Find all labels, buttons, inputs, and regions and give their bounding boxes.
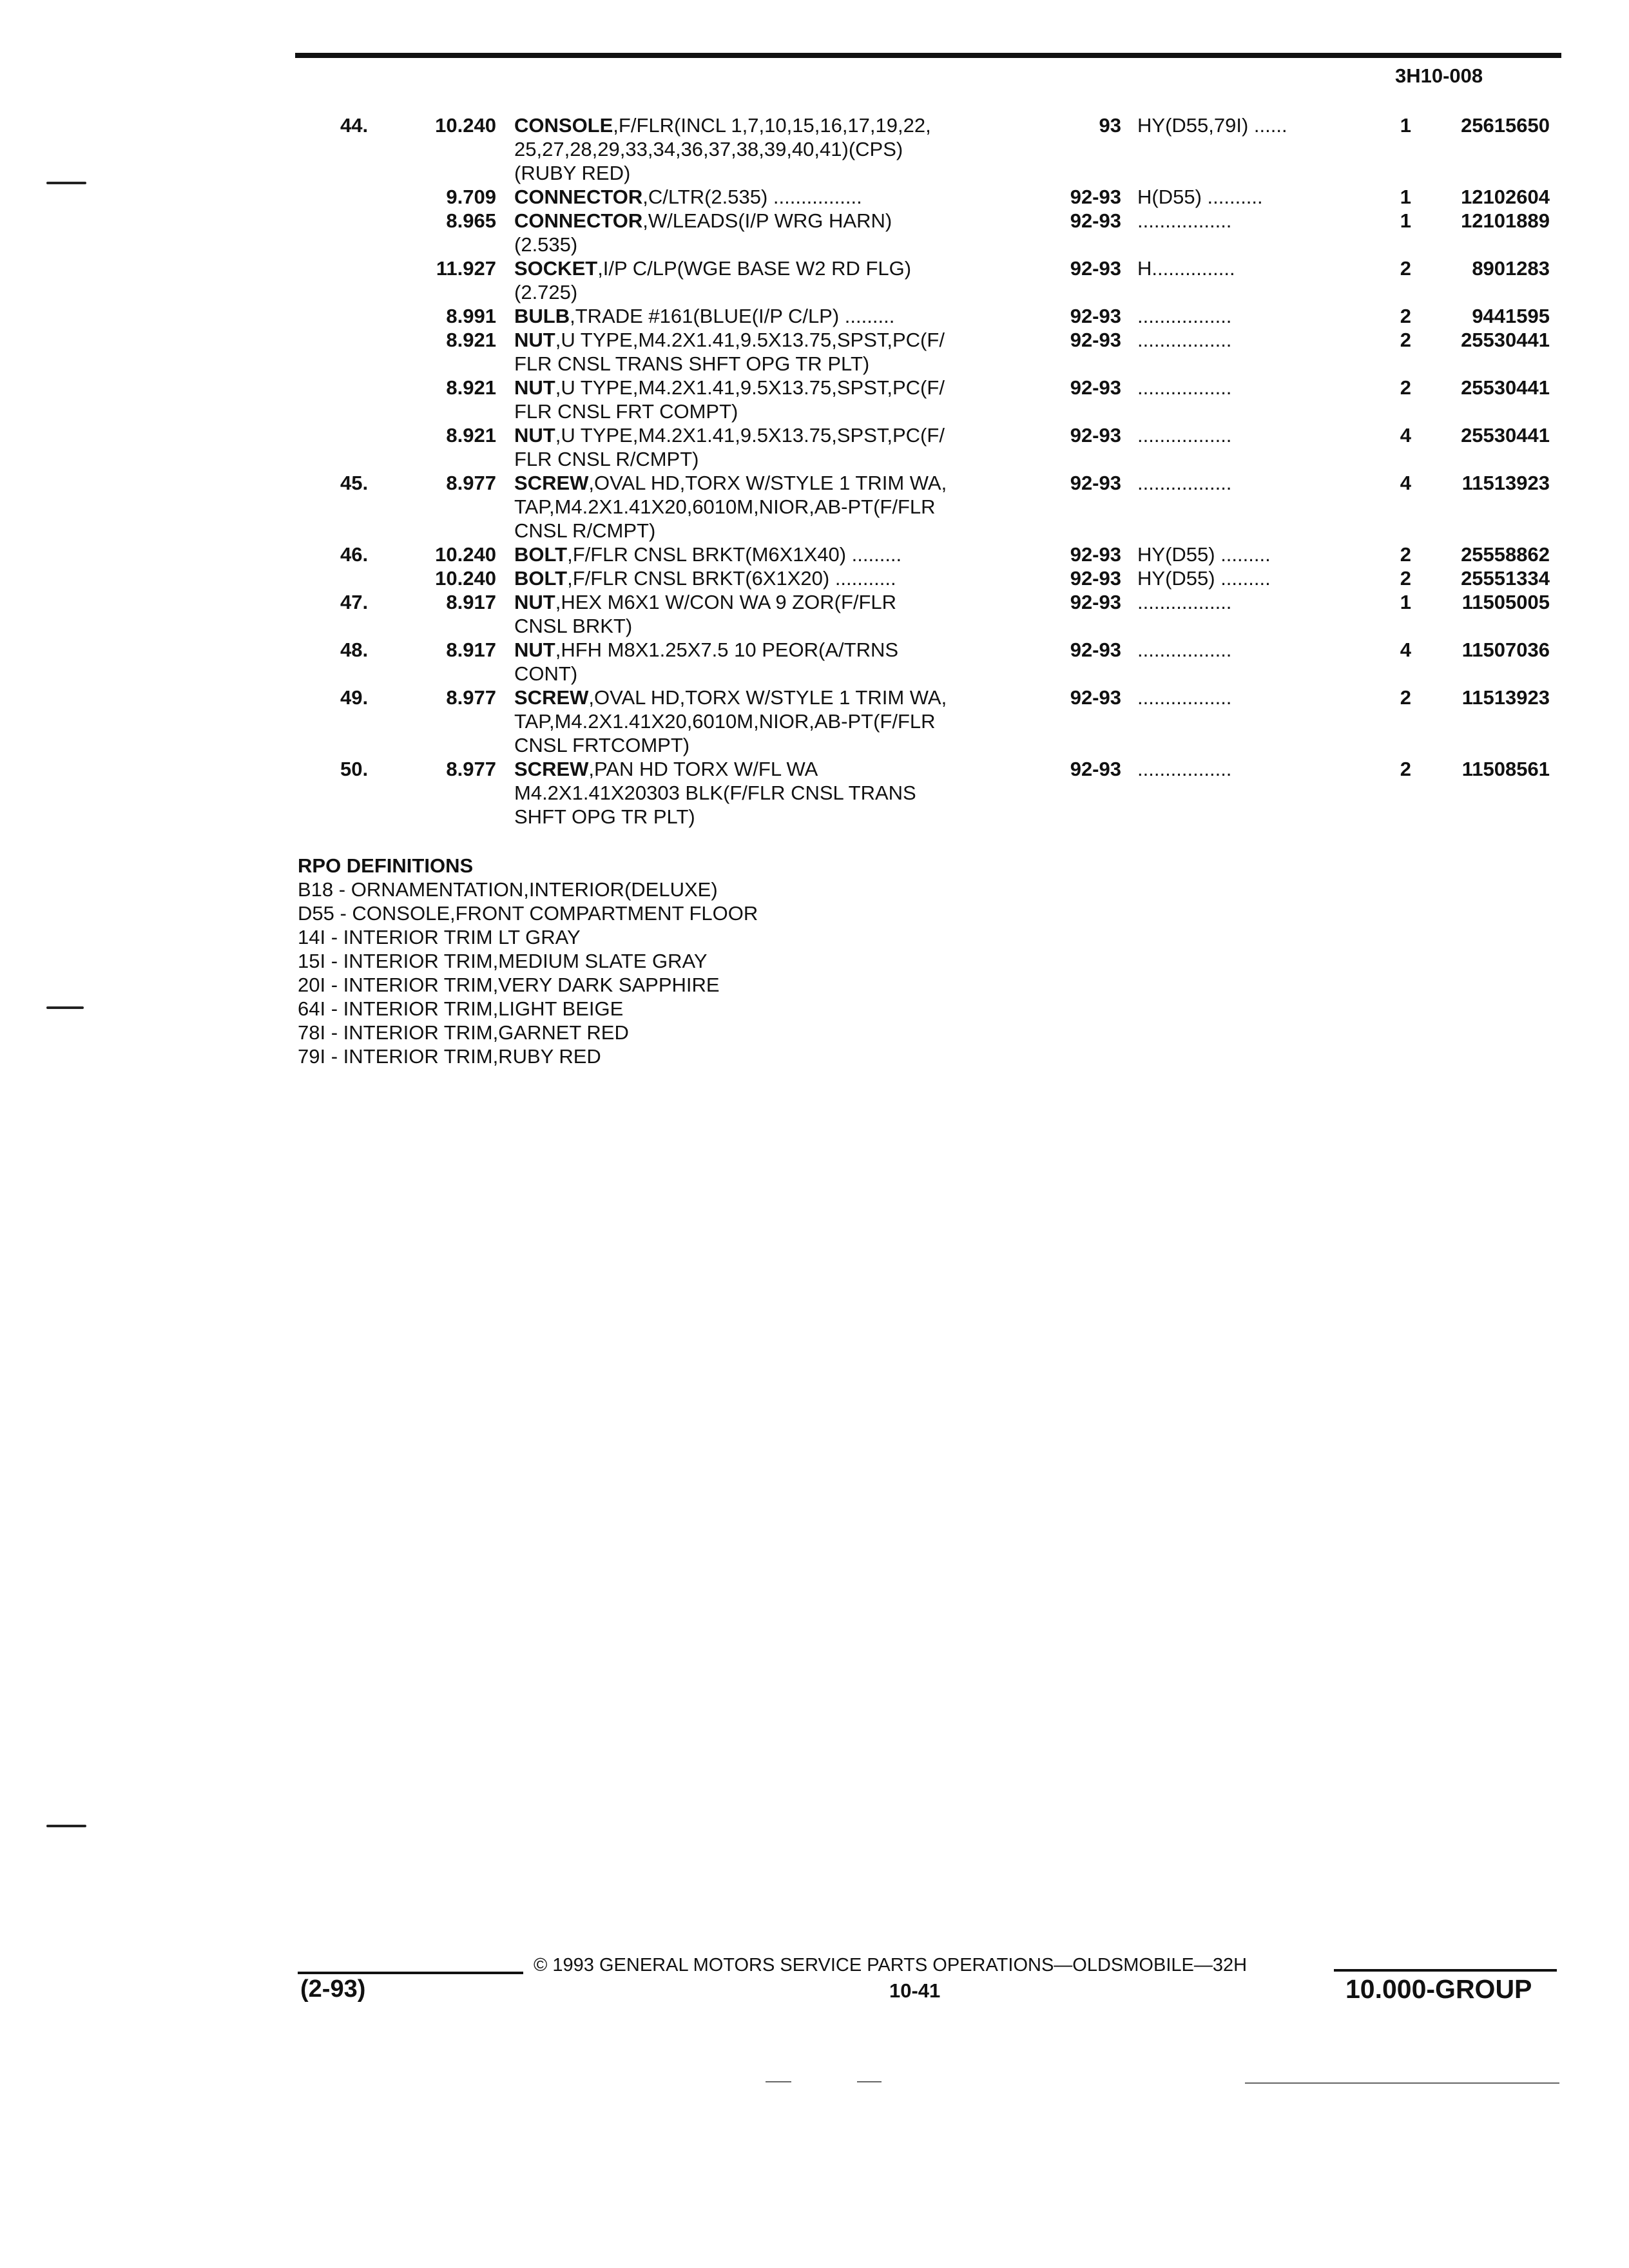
group-number: 8.977 — [446, 472, 496, 494]
part-number: 25558862 — [1461, 543, 1550, 566]
part-description — [514, 376, 1043, 423]
part-description — [514, 471, 1043, 543]
description-line — [514, 638, 1043, 662]
group-number: 8.917 — [446, 591, 496, 613]
usage-code: HY(D55) ......... — [1137, 543, 1271, 566]
description-line: CONT) — [514, 662, 578, 685]
group-number: 8.991 — [446, 305, 496, 327]
part-description — [514, 566, 1043, 590]
part-name: NUT — [514, 639, 555, 661]
part-number: 9441595 — [1472, 305, 1550, 327]
usage-code: ................. — [1137, 472, 1232, 494]
description-line: (RUBY RED) — [514, 162, 631, 184]
group-number: 8.977 — [446, 686, 496, 709]
page-code: 3H10-008 — [1395, 64, 1483, 87]
part-name: CONNECTOR — [514, 186, 643, 208]
margin-tick — [46, 182, 86, 184]
part-name: BULB — [514, 305, 570, 327]
part-name: CONNECTOR — [514, 209, 643, 232]
description-line — [514, 686, 1043, 709]
footer-date: (2-93) — [300, 1975, 366, 2003]
usage-code: ................. — [1137, 209, 1232, 232]
quantity: 2 — [1400, 376, 1411, 399]
part-name: SOCKET — [514, 257, 598, 280]
group-number: 10.240 — [435, 567, 496, 590]
description-text: ,TRADE #161(BLUE(I/P C/LP) ......... — [570, 305, 895, 327]
model-years: 92-93 — [1070, 591, 1121, 613]
quantity: 4 — [1400, 639, 1411, 661]
description-line: M4.2X1.41X20303 BLK(F/FLR CNSL TRANS — [514, 782, 916, 804]
rpo-item: 79I - INTERIOR TRIM,RUBY RED — [298, 1045, 601, 1068]
footer-group: 10.000-GROUP — [1345, 1974, 1532, 2004]
part-name: CONSOLE — [514, 114, 613, 137]
description-line — [514, 304, 1043, 328]
model-years: 92-93 — [1070, 376, 1121, 399]
usage-code: ................. — [1137, 329, 1232, 351]
quantity: 2 — [1400, 305, 1411, 327]
description-text: ,U TYPE,M4.2X1.41,9.5X13.75,SPST,PC(F/ — [555, 376, 945, 399]
part-description — [514, 590, 1043, 638]
item-number: 50. — [340, 758, 369, 780]
usage-code: ................. — [1137, 376, 1232, 399]
description-text: ,W/LEADS(I/P WRG HARN) — [642, 209, 892, 232]
group-number: 11.927 — [436, 257, 496, 280]
group-number: 8.921 — [446, 424, 496, 447]
description-line: (2.725) — [514, 281, 578, 303]
quantity: 2 — [1400, 543, 1411, 566]
scan-mark — [857, 2081, 882, 2082]
rpo-item: 20I - INTERIOR TRIM,VERY DARK SAPPHIRE — [298, 974, 720, 996]
quantity: 1 — [1400, 591, 1411, 613]
rpo-item: 78I - INTERIOR TRIM,GARNET RED — [298, 1021, 629, 1044]
part-description — [514, 757, 1043, 829]
description-line — [514, 376, 1043, 399]
footer-page-number: 10-41 — [889, 1979, 941, 2002]
group-number: 8.917 — [446, 639, 496, 661]
part-description — [514, 328, 1043, 376]
description-text: ,C/LTR(2.535) ................ — [642, 186, 862, 208]
usage-code: HY(D55,79I) ...... — [1137, 114, 1287, 137]
quantity: 2 — [1400, 257, 1411, 280]
part-name: SCREW — [514, 686, 589, 709]
item-number: 48. — [340, 639, 369, 661]
description-line: TAP,M4.2X1.41X20,6010M,NIOR,AB-PT(F/FLR — [514, 710, 936, 733]
part-number: 11508561 — [1461, 758, 1550, 780]
description-line — [514, 471, 1043, 495]
model-years: 92-93 — [1070, 686, 1121, 709]
footer-rule-left — [298, 1972, 523, 1974]
group-number: 10.240 — [435, 114, 496, 137]
part-name: NUT — [514, 424, 555, 447]
usage-code: ................. — [1137, 686, 1232, 709]
part-description — [514, 185, 1043, 209]
description-text: ,U TYPE,M4.2X1.41,9.5X13.75,SPST,PC(F/ — [555, 424, 945, 447]
quantity: 1 — [1400, 186, 1411, 208]
description-text: ,F/FLR CNSL BRKT(M6X1X40) ......... — [567, 543, 902, 566]
part-number: 11505005 — [1461, 591, 1550, 613]
description-text: ,U TYPE,M4.2X1.41,9.5X13.75,SPST,PC(F/ — [555, 329, 945, 351]
part-description — [514, 638, 1043, 686]
item-number: 47. — [340, 591, 369, 613]
model-years: 93 — [1099, 114, 1121, 137]
item-number: 45. — [340, 472, 369, 494]
group-number: 8.965 — [446, 209, 496, 232]
model-years: 92-93 — [1070, 257, 1121, 280]
margin-tick — [46, 1006, 84, 1009]
margin-tick — [46, 1825, 86, 1827]
scan-mark — [1245, 2082, 1559, 2084]
part-name: NUT — [514, 376, 555, 399]
top-rule — [295, 53, 1561, 58]
model-years: 92-93 — [1070, 329, 1121, 351]
part-name: NUT — [514, 329, 555, 351]
item-number: 44. — [340, 114, 369, 137]
model-years: 92-93 — [1070, 758, 1121, 780]
description-line — [514, 757, 1043, 781]
model-years: 92-93 — [1070, 472, 1121, 494]
part-name: NUT — [514, 591, 555, 613]
part-name: BOLT — [514, 543, 568, 566]
group-number: 10.240 — [435, 543, 496, 566]
description-line: (2.535) — [514, 233, 578, 256]
usage-code: H(D55) .......... — [1137, 186, 1263, 208]
quantity: 1 — [1400, 209, 1411, 232]
part-description — [514, 543, 1043, 566]
quantity: 4 — [1400, 472, 1411, 494]
model-years: 92-93 — [1070, 424, 1121, 447]
part-number: 25551334 — [1461, 567, 1550, 590]
rpo-item: 14I - INTERIOR TRIM LT GRAY — [298, 926, 581, 948]
description-line: FLR CNSL R/CMPT) — [514, 448, 699, 470]
item-number: 46. — [340, 543, 369, 566]
description-line — [514, 566, 1043, 590]
part-description — [514, 423, 1043, 471]
description-text: ,HEX M6X1 W/CON WA 9 ZOR(F/FLR — [555, 591, 897, 613]
description-line — [514, 113, 1043, 137]
footer-copyright: © 1993 GENERAL MOTORS SERVICE PARTS OPERATIONS—OLDSMOBILE—32H — [534, 1955, 1248, 1975]
description-line — [514, 423, 1043, 447]
rpo-item: 15I - INTERIOR TRIM,MEDIUM SLATE GRAY — [298, 950, 708, 972]
part-number: 25530441 — [1461, 376, 1550, 399]
description-line: FLR CNSL TRANS SHFT OPG TR PLT) — [514, 352, 870, 375]
rpo-title: RPO DEFINITIONS — [298, 854, 474, 877]
part-name: SCREW — [514, 758, 589, 780]
part-description — [514, 209, 1043, 256]
part-number: 8901283 — [1472, 257, 1550, 280]
description-text: ,PAN HD TORX W/FL WA — [588, 758, 818, 780]
usage-code: ................. — [1137, 424, 1232, 447]
description-line — [514, 185, 1043, 209]
part-number: 25530441 — [1461, 329, 1550, 351]
description-line: SHFT OPG TR PLT) — [514, 805, 695, 828]
part-name: BOLT — [514, 567, 568, 590]
part-number: 11513923 — [1461, 472, 1550, 494]
description-line: CNSL FRTCOMPT) — [514, 734, 690, 756]
group-number: 8.921 — [446, 376, 496, 399]
model-years: 92-93 — [1070, 209, 1121, 232]
part-description — [514, 686, 1043, 757]
description-line — [514, 543, 1043, 566]
scan-mark — [766, 2081, 791, 2082]
part-number: 11513923 — [1461, 686, 1550, 709]
model-years: 92-93 — [1070, 305, 1121, 327]
usage-code: H............... — [1137, 257, 1235, 280]
usage-code: ................. — [1137, 758, 1232, 780]
group-number: 8.921 — [446, 329, 496, 351]
group-number: 9.709 — [446, 186, 496, 208]
footer-rule-right — [1334, 1969, 1557, 1972]
description-line: 25,27,28,29,33,34,36,37,38,39,40,41)(CPS) — [514, 138, 903, 160]
description-line — [514, 256, 1043, 280]
rpo-item: D55 - CONSOLE,FRONT COMPARTMENT FLOOR — [298, 902, 758, 925]
model-years: 92-93 — [1070, 567, 1121, 590]
description-text: ,I/P C/LP(WGE BASE W2 RD FLG) — [597, 257, 912, 280]
quantity: 2 — [1400, 329, 1411, 351]
description-line: CNSL R/CMPT) — [514, 519, 656, 542]
description-text: ,F/FLR(INCL 1,7,10,15,16,17,19,22, — [613, 114, 931, 137]
part-number: 25530441 — [1461, 424, 1550, 447]
rpo-definitions — [298, 854, 758, 1068]
description-line — [514, 590, 1043, 614]
description-text: ,OVAL HD,TORX W/STYLE 1 TRIM WA, — [588, 686, 947, 709]
model-years: 92-93 — [1070, 639, 1121, 661]
description-line: TAP,M4.2X1.41X20,6010M,NIOR,AB-PT(F/FLR — [514, 495, 936, 518]
usage-code: HY(D55) ......... — [1137, 567, 1271, 590]
model-years: 92-93 — [1070, 543, 1121, 566]
item-number: 49. — [340, 686, 369, 709]
usage-code: ................. — [1137, 639, 1232, 661]
part-number: 12101889 — [1461, 209, 1550, 232]
quantity: 4 — [1400, 424, 1411, 447]
part-description — [514, 256, 1043, 304]
description-line — [514, 328, 1043, 352]
part-description — [514, 304, 1043, 328]
rpo-item: 64I - INTERIOR TRIM,LIGHT BEIGE — [298, 997, 624, 1020]
group-number: 8.977 — [446, 758, 496, 780]
quantity: 2 — [1400, 567, 1411, 590]
quantity: 2 — [1400, 758, 1411, 780]
description-line: FLR CNSL FRT COMPT) — [514, 400, 738, 423]
rpo-item: B18 - ORNAMENTATION,INTERIOR(DELUXE) — [298, 878, 718, 901]
description-text: ,HFH M8X1.25X7.5 10 PEOR(A/TRNS — [555, 639, 899, 661]
description-line: CNSL BRKT) — [514, 615, 633, 637]
description-text: ,F/FLR CNSL BRKT(6X1X20) ........... — [567, 567, 896, 590]
part-number: 12102604 — [1461, 186, 1550, 208]
usage-code: ................. — [1137, 305, 1232, 327]
part-name: SCREW — [514, 472, 589, 494]
model-years: 92-93 — [1070, 186, 1121, 208]
quantity: 1 — [1400, 114, 1411, 137]
description-text: ,OVAL HD,TORX W/STYLE 1 TRIM WA, — [588, 472, 947, 494]
usage-code: ................. — [1137, 591, 1232, 613]
description-line — [514, 209, 1043, 233]
part-number: 11507036 — [1461, 639, 1550, 661]
quantity: 2 — [1400, 686, 1411, 709]
part-description — [514, 113, 1043, 185]
part-number: 25615650 — [1461, 114, 1550, 137]
